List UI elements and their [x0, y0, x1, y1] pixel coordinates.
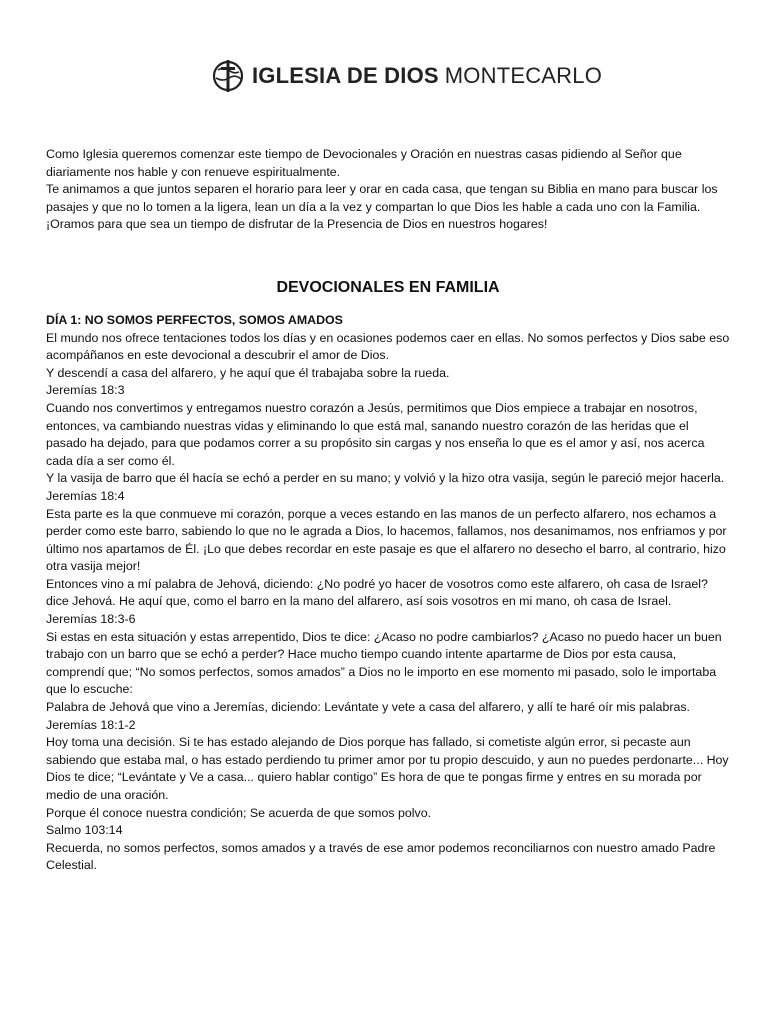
section-title: DEVOCIONALES EN FAMILIA — [276, 278, 500, 296]
verse-reference: Salmo 103:14 — [46, 823, 123, 838]
verse-reference: Jeremías 18:3 — [46, 383, 125, 398]
verse-text: Y la vasija de barro que él hacía se echó a perder en su mano; y volvió y la hizo otra vasija, según le pareció mejor hacerla. — [46, 471, 725, 486]
verse-text: Palabra de Jehová que vino a Jeremías, diciendo: Levántate y vete a casa del alfarero, y allí te haré oír mis palabras. — [46, 700, 690, 715]
body-paragraph: Cuando nos convertimos y entregamos nuestro corazón a Jesús, permitimos que Dios empiece a trabajar en nosotros, entonces, va cambiando nuestras vidas y eliminando lo que está mal, sanando nuestro corazón de las heridas que el pasado ha dejado, para que podamos correr a su propósito sin cargas y nos enseña lo que es el amor y así, nos acerca cada día a ser como él. — [46, 400, 705, 468]
verse-reference: Jeremías 18:3-6 — [46, 612, 136, 627]
verse-text: Entonces vino a mí palabra de Jehová, diciendo: ¿No podré yo hacer de vosotros como este alfarero, oh casa de Israel? dice Jehová. He aquí que, como el barro en la mano del alfarero, así sois vosotros en mi mano, oh casa de Israel. — [46, 576, 708, 609]
intro-paragraph: ¡Oramos para que sea un tiempo de disfrutar de la Presencia de Dios en nuestros hogares! — [46, 217, 548, 232]
intro-paragraph: Te animamos a que juntos separen el horario para leer y orar en cada casa, que tengan su Biblia en mano para buscar los pasajes y que no lo tomen a la ligera, lean un día a la vez y compartan lo que Dios les hable a cada uno con la Familia. — [46, 182, 718, 214]
body-paragraph: Esta parte es la que conmueve mi corazón, porque a veces estando en las manos de un perfecto alfarero, nos echamos a perder como este barro, sabiendo lo que no le agrada a Dios, lo hacemos, fallamos, nos desanimamos, nos enfriamos y por último nos apartamos de Él. ¡Lo que debes recordar en este pasaje es que el alfarero no desecho el barro, al contrario, hizo otra vasija mejor! — [46, 506, 727, 574]
logo-name-bold: IGLESIA DE DIOS — [252, 63, 439, 88]
intro-section — [46, 146, 730, 234]
body-paragraph: Hoy toma una decisión. Si te has estado alejando de Dios porque has fallado, si cometiste algún error, si pecaste aun sabiendo que estaba mal, o has estado perdiendo tu primer amor por tu propio descuido, y aun no puedes perdonarte... Hoy Dios te dice; “Levántate y Ve a casa... quiero hablar contigo” Es hora de que te pongas firme y entres en su morada por medio de una oración. — [46, 735, 729, 802]
intro-paragraph: Como Iglesia queremos comenzar este tiempo de Devocionales y Oración en nuestras casas pidiendo al Señor que diariamente nos hable y con renueve espiritualmente. — [46, 147, 682, 179]
document-body — [46, 146, 730, 875]
logo-text — [252, 63, 602, 89]
verse-reference: Jeremías 18:1-2 — [46, 717, 136, 732]
church-logo — [210, 56, 603, 96]
verse-reference: Jeremías 18:4 — [46, 488, 125, 503]
body-paragraph: Recuerda, no somos perfectos, somos amados y a través de ese amor podemos reconciliarnos con nuestro amado Padre Celestial. — [46, 840, 716, 873]
body-paragraph: Si estas en esta situación y estas arrepentido, Dios te dice: ¿Acaso no podre cambiarlos? ¿Acaso no puedo hacer un buen trabajo con un barro que se echó a perder? Hace mucho tiempo cuando intente apartarme de Dios por esta causa, comprendí que; “No somos perfectos, somos amados” a Dios no le importo en ese momento mi pasado, solo le importaba que lo escuche: — [46, 629, 722, 697]
verse-text: Porque él conoce nuestra condición; Se acuerda de que somos polvo. — [46, 805, 432, 820]
logo-name-light: MONTECARLO — [444, 63, 603, 88]
body-paragraph: El mundo nos ofrece tentaciones todos los días y en ocasiones podemos caer en ellas. No somos perfectos y Dios sabe eso acompáñanos en este devocional a descubrir el amor de Dios. — [46, 330, 730, 363]
globe-cross-icon — [210, 58, 246, 94]
verse-text: Y descendí a casa del alfarero, y he aquí que él trabajaba sobre la rueda. — [46, 365, 450, 380]
day-title: DÍA 1: NO SOMOS PERFECTOS, SOMOS AMADOS — [46, 312, 343, 327]
